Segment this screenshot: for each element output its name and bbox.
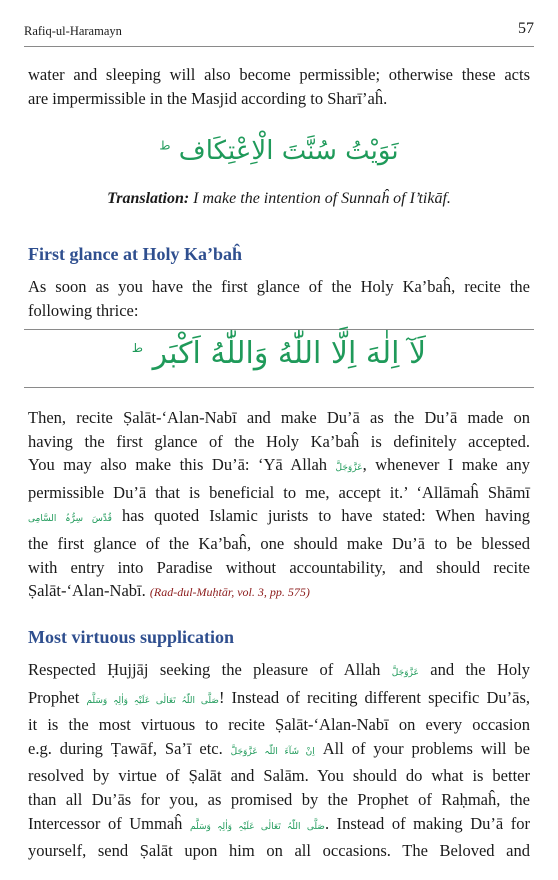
virtuous-supplication-paragraph	[28, 658, 530, 863]
intro-paragraph	[28, 63, 530, 110]
honorific-in-sha-allah: اِنْ شَآءَ اللّٰہ عَزَّوَجَلَّ	[230, 746, 315, 757]
page-number: 57	[518, 20, 534, 37]
honorific-azza-wa-jal: عَزَّوَجَلَّ	[335, 463, 363, 474]
reference-citation: (Rad-dul-Muḥtār, vol. 3, pp. 575)	[149, 585, 310, 600]
kalimah-arabic-text: لَآ اِلٰهَ اِلَّا اللّٰهُ وَاللّٰهُ اَكْبَر	[152, 336, 427, 371]
text-line: Respected Ḥujjāj seeking the pleasure of Allah عَزَّوَجَلَّ and the Holy	[28, 660, 531, 679]
text-line: following thrice:	[28, 300, 139, 320]
kalimah-arabic-verse	[0, 336, 558, 371]
kalimah-arabic-mark: ط	[131, 341, 144, 355]
recite-salat-paragraph	[28, 406, 530, 605]
honorific-salawat: صَلَّی اللّٰہُ تَعَالٰی عَلَیْہِ وَاٰلِہٖ وَسَلَّم	[86, 695, 219, 706]
honorific-quddisa-sirruhu: قُدِّسَ سِرُّہُ السَّامِی	[28, 514, 112, 525]
translation-text: I make the intention of Sunnaĥ of I’tikāf.	[189, 190, 451, 207]
verse-bottom-rule	[24, 387, 534, 388]
text-line: Prophet صَلَّی اللّٰہُ تَعَالٰی عَلَیْہِ وَاٰلِہٖ وَسَلَّم! Instead of reciting different specific Du’ās,	[28, 687, 530, 707]
honorific-azza-wa-jal: عَزَّوَجَلَّ	[391, 668, 419, 678]
text-line: Ṣalāt-‘Alan-Nabī. (Rad-dul-Muḥtār, vol. 3, pp. 575)	[28, 581, 310, 601]
verse-top-rule	[24, 329, 534, 330]
text-line: e.g. during Ṭawāf, Sa’ī etc. اِنْ شَآءَ اللّٰہ عَزَّوَجَلَّ All of your problems will be	[28, 738, 531, 758]
text-line: resolved by virtue of Ṣalāt and Salām. You should do what is better	[28, 766, 530, 786]
text-line: permissible Du’ā that is beneficial to me, accept it.’ ‘Allāmaĥ Shāmī	[28, 482, 530, 502]
text-line: it is the most virtuous to recite Ṣalāt-‘Alan-Nabī on every occasion	[28, 715, 530, 735]
section-heading-first-glance: First glance at Holy Ka’baĥ	[28, 244, 242, 264]
text-line: Intercessor of Ummaĥ صَلَّی اللّٰہُ تَعَالٰی عَلَیْہِ وَاٰلِہٖ وَسَلَّم. Instead of making Du’ā for	[28, 813, 530, 833]
intention-arabic-text: نَوَيْتُ سُنَّتَ الْاِعْتِكَاف	[178, 136, 399, 166]
text-line: yourself, send Ṣalāt upon him on all occasions. The Beloved and	[28, 841, 530, 861]
intention-arabic-mark: ط	[159, 138, 171, 153]
text-line: than all Du’ās for you, as promised by the Prophet of Raḥmaĥ, the	[28, 789, 530, 809]
text-line: قُدِّسَ سِرُّہُ السَّامِی has quoted Islamic jurists to have stated: When having	[28, 506, 530, 526]
first-glance-paragraph	[28, 275, 530, 322]
intention-arabic-verse	[0, 136, 558, 166]
text-line: the first glance of the Ka’baĥ, one should make Du’ā to be blessed	[28, 533, 530, 553]
text-line: having the first glance of the Holy Ka’baĥ is definitely accepted.	[28, 431, 530, 451]
header-rule	[24, 46, 534, 47]
text-line: Then, recite Ṣalāt-‘Alan-Nabī and make Du’ā as the Du’ā made on	[28, 408, 530, 427]
text-line: are impermissible in the Masjid according to Sharī’aĥ.	[28, 88, 388, 108]
translation-label: Translation:	[107, 190, 190, 207]
honorific-salawat: صَلَّی اللّٰہُ تَعَالٰی عَلَیْہِ وَاٰلِہٖ وَسَلَّم	[189, 821, 325, 832]
text-line: with entry into Paradise without accountability, and should recite	[28, 557, 530, 577]
text-line: You may also make this Du’ā: ‘Yā Allah عَزَّوَجَلَّ, whenever I make any	[28, 455, 530, 475]
translation-line	[0, 190, 558, 208]
text-line: water and sleeping will also become permissible; otherwise these acts	[28, 65, 530, 84]
text-line: As soon as you have the first glance of the Holy Ka’baĥ, recite the	[28, 277, 530, 296]
section-heading-virtuous-supplication: Most virtuous supplication	[28, 627, 235, 647]
running-title: Rafiq-ul-Haramayn	[24, 24, 122, 38]
page-header	[24, 20, 534, 46]
